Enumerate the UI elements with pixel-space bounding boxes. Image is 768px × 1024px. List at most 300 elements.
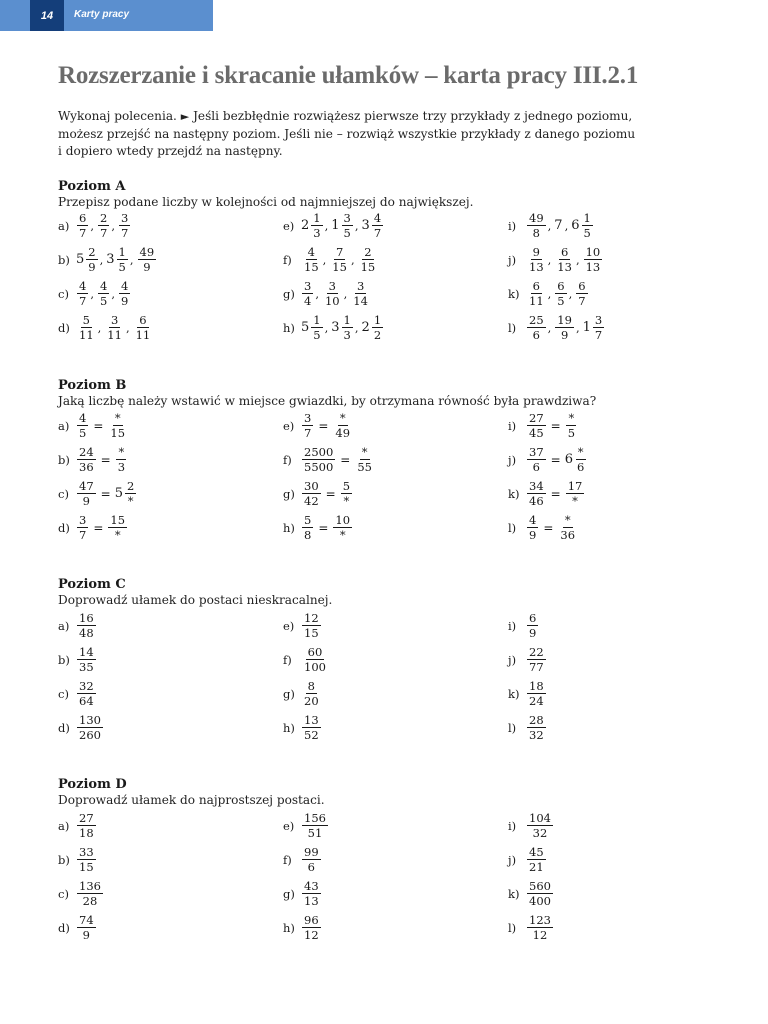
fraction xyxy=(302,246,321,273)
numerator: 13 xyxy=(304,713,319,727)
denominator: 36 xyxy=(79,460,94,474)
denominator: 11 xyxy=(107,328,122,342)
exercise-c-l xyxy=(508,714,547,741)
denominator: 260 xyxy=(79,728,101,742)
denominator: 9 xyxy=(88,260,96,274)
denominator: 21 xyxy=(529,860,544,874)
fraction xyxy=(116,446,127,473)
numerator: 5 xyxy=(304,513,312,527)
denominator: 2 xyxy=(373,328,382,342)
level-b-title: Poziom B xyxy=(58,378,127,393)
numerator: * xyxy=(361,445,368,459)
fraction xyxy=(77,714,103,741)
exercise-d-d xyxy=(58,914,97,941)
numerator: 24 xyxy=(79,445,94,459)
denominator: 5500 xyxy=(304,460,334,474)
comma: , xyxy=(324,218,329,233)
denominator: 14 xyxy=(353,294,368,308)
exercise-label: j) xyxy=(508,852,517,867)
denominator: 6 xyxy=(576,460,585,474)
fraction xyxy=(119,212,130,239)
exercise-c-c xyxy=(58,680,97,707)
numerator: 156 xyxy=(304,811,326,825)
comma: , xyxy=(322,252,327,267)
fraction xyxy=(77,280,88,307)
fraction xyxy=(372,314,383,341)
fraction xyxy=(582,212,593,239)
denominator: 6 xyxy=(307,860,315,874)
equals-sign: = xyxy=(93,520,104,535)
fraction xyxy=(311,314,322,341)
denominator: 15 xyxy=(304,260,319,274)
comma: , xyxy=(111,286,115,301)
exercise-label: e) xyxy=(283,418,295,433)
exercise-a-i xyxy=(508,212,594,239)
whole-number: 6 xyxy=(564,452,573,467)
denominator: 7 xyxy=(79,294,87,308)
exercise-d-i xyxy=(508,812,554,839)
exercise-label: g) xyxy=(283,486,295,501)
exercise-label: a) xyxy=(58,218,70,233)
exercise-label: l) xyxy=(508,520,517,535)
numerator: 1 xyxy=(373,313,382,327)
denominator: 32 xyxy=(532,826,548,840)
numerator: 4 xyxy=(79,279,87,293)
denominator: 42 xyxy=(304,494,319,508)
numerator: * xyxy=(568,411,575,425)
fraction xyxy=(566,480,585,507)
fraction xyxy=(302,646,328,673)
denominator: 6 xyxy=(532,460,540,474)
numerator: 1 xyxy=(313,211,321,225)
fraction xyxy=(77,314,96,341)
fraction xyxy=(359,246,378,273)
whole-number: 5 xyxy=(114,486,123,501)
denominator: 400 xyxy=(529,894,551,908)
exercise-d-b xyxy=(58,846,97,873)
denominator: 9 xyxy=(529,626,537,640)
whole-number: 7 xyxy=(554,218,563,233)
fraction xyxy=(77,846,96,873)
exercise-a-h xyxy=(283,314,384,341)
numerator: 3 xyxy=(343,211,351,225)
exercise-b-c xyxy=(58,480,137,507)
exercise-label: i) xyxy=(508,618,517,633)
numerator: 560 xyxy=(529,879,551,893)
level-d-instruction: Doprowadź ułamek do najprostszej postaci. xyxy=(58,793,325,807)
numerator: 4 xyxy=(79,411,87,425)
exercise-c-d xyxy=(58,714,104,741)
numerator: 2 xyxy=(126,479,135,493)
numerator: 3 xyxy=(328,279,336,293)
denominator: 15 xyxy=(110,426,126,440)
fraction xyxy=(77,646,96,673)
numerator: 16 xyxy=(79,611,94,625)
fraction xyxy=(302,812,328,839)
fraction xyxy=(576,280,587,307)
denominator: 7 xyxy=(373,226,382,240)
denominator: 35 xyxy=(79,660,94,674)
numerator: 19 xyxy=(557,313,572,327)
exercise-b-i xyxy=(508,412,578,439)
numerator: 130 xyxy=(79,713,101,727)
numerator: * xyxy=(339,411,346,425)
equals-sign: = xyxy=(318,418,329,433)
numerator: 2500 xyxy=(304,445,334,459)
denominator: 13 xyxy=(585,260,601,274)
fraction xyxy=(134,314,153,341)
fraction xyxy=(302,846,321,873)
denominator: * xyxy=(572,494,578,508)
fraction xyxy=(351,280,370,307)
numerator: 6 xyxy=(532,279,540,293)
exercise-label: k) xyxy=(508,686,520,701)
fraction xyxy=(98,212,109,239)
numerator: 1 xyxy=(313,313,321,327)
denominator: 13 xyxy=(529,260,544,274)
denominator: 8 xyxy=(304,528,312,542)
denominator: 9 xyxy=(120,294,129,308)
numerator: 49 xyxy=(139,245,155,259)
exercise-label: d) xyxy=(58,520,70,535)
numerator: 60 xyxy=(307,645,323,659)
exercise-b-l xyxy=(508,514,578,541)
exercise-label: g) xyxy=(283,686,295,701)
denominator: 36 xyxy=(560,528,576,542)
numerator: 3 xyxy=(304,411,312,425)
whole-number: 1 xyxy=(331,218,340,233)
comma: , xyxy=(99,252,104,267)
denominator: 3 xyxy=(313,226,321,240)
whole-number: 2 xyxy=(361,320,370,335)
numerator: 3 xyxy=(304,279,312,293)
exercise-label: b) xyxy=(58,252,70,267)
exercise-label: l) xyxy=(508,320,517,335)
exercise-c-a xyxy=(58,612,97,639)
exercise-label: f) xyxy=(283,652,292,667)
fraction xyxy=(527,314,546,341)
numerator: 22 xyxy=(529,645,544,659)
fraction xyxy=(527,612,538,639)
fraction xyxy=(77,412,88,439)
fraction xyxy=(355,446,374,473)
fraction xyxy=(302,612,321,639)
fraction xyxy=(117,246,128,273)
exercise-label: a) xyxy=(58,618,70,633)
comma: , xyxy=(354,218,359,233)
numerator: 104 xyxy=(529,811,551,825)
whole-number: 3 xyxy=(331,320,340,335)
exercise-b-g xyxy=(283,480,353,507)
denominator: 49 xyxy=(335,426,351,440)
fraction xyxy=(77,514,88,541)
denominator: 5 xyxy=(557,294,565,308)
denominator: 64 xyxy=(79,694,94,708)
exercise-label: c) xyxy=(58,286,69,301)
exercise-c-i xyxy=(508,612,539,639)
denominator: 7 xyxy=(79,528,87,542)
denominator: 11 xyxy=(79,328,94,342)
numerator: 3 xyxy=(120,211,129,225)
exercise-label: e) xyxy=(283,218,295,233)
fraction xyxy=(108,412,127,439)
exercise-d-e xyxy=(283,812,329,839)
comma: , xyxy=(547,286,552,301)
fraction xyxy=(527,212,546,239)
numerator: 7 xyxy=(335,245,344,259)
denominator: 15 xyxy=(79,860,94,874)
equals-sign: = xyxy=(550,418,561,433)
denominator: 3 xyxy=(117,460,126,474)
numerator: 9 xyxy=(532,245,540,259)
exercise-label: e) xyxy=(283,618,295,633)
exercise-c-b xyxy=(58,646,97,673)
arrow-icon: ► xyxy=(180,110,190,123)
denominator: * xyxy=(127,494,134,508)
denominator: 8 xyxy=(532,226,540,240)
denominator: 5 xyxy=(79,426,87,440)
exercise-c-f xyxy=(283,646,329,673)
numerator: 3 xyxy=(594,313,603,327)
numerator: 5 xyxy=(342,479,351,493)
equals-sign: = xyxy=(318,520,329,535)
numerator: 45 xyxy=(529,845,544,859)
numerator: 3 xyxy=(356,279,365,293)
fraction xyxy=(342,314,353,341)
exercise-label: i) xyxy=(508,218,517,233)
fraction xyxy=(527,812,553,839)
comma: , xyxy=(129,252,134,267)
whole-number: 6 xyxy=(571,218,580,233)
numerator: 1 xyxy=(118,245,126,259)
denominator: 32 xyxy=(529,728,544,742)
numerator: 37 xyxy=(529,445,544,459)
numerator: 2 xyxy=(88,245,96,259)
exercise-label: i) xyxy=(508,818,517,833)
exercise-label: c) xyxy=(58,886,69,901)
comma: , xyxy=(547,252,552,267)
header-tab xyxy=(0,0,213,31)
fraction xyxy=(311,212,322,239)
exercise-label: i) xyxy=(508,418,517,433)
numerator: 5 xyxy=(82,313,90,327)
exercise-label: g) xyxy=(283,886,295,901)
whole-number: 2 xyxy=(301,218,310,233)
numerator: 1 xyxy=(583,211,591,225)
equals-sign: = xyxy=(550,452,561,467)
denominator: * xyxy=(339,528,346,542)
numerator: 6 xyxy=(560,245,569,259)
fraction xyxy=(584,246,603,273)
denominator: 12 xyxy=(532,928,548,942)
intro-line1b: Jeśli bezbłędnie rozwiążesz pierwsze trzy przykłady z jednego poziomu, xyxy=(193,109,633,123)
comma: , xyxy=(324,320,329,335)
numerator: 8 xyxy=(307,679,315,693)
denominator: 18 xyxy=(79,826,94,840)
equals-sign: = xyxy=(325,486,336,501)
comma: , xyxy=(547,320,552,335)
denominator: 11 xyxy=(529,294,544,308)
numerator: 4 xyxy=(307,245,315,259)
fraction xyxy=(527,846,546,873)
numerator: 28 xyxy=(529,713,544,727)
fraction xyxy=(77,914,96,941)
numerator: 32 xyxy=(79,679,94,693)
fraction xyxy=(333,514,352,541)
denominator: 5 xyxy=(583,226,591,240)
level-c-title: Poziom C xyxy=(58,577,126,592)
denominator: 51 xyxy=(307,826,323,840)
whole-number: 5 xyxy=(301,320,310,335)
exercise-b-k xyxy=(508,480,585,507)
exercise-a-j xyxy=(508,246,603,273)
numerator: 99 xyxy=(304,845,319,859)
exercise-label: l) xyxy=(508,920,517,935)
numerator: 49 xyxy=(529,211,544,225)
denominator: 7 xyxy=(120,226,129,240)
exercise-label: h) xyxy=(283,920,295,935)
fraction xyxy=(302,714,321,741)
numerator: 6 xyxy=(578,279,586,293)
denominator: 7 xyxy=(79,226,87,240)
fraction xyxy=(302,680,321,707)
fraction xyxy=(119,280,130,307)
exercise-label: d) xyxy=(58,720,70,735)
numerator: 30 xyxy=(304,479,319,493)
exercise-label: h) xyxy=(283,520,295,535)
numerator: 123 xyxy=(529,913,551,927)
exercise-d-l xyxy=(508,914,554,941)
exercise-label: e) xyxy=(283,818,295,833)
numerator: 12 xyxy=(304,611,319,625)
exercise-c-h xyxy=(283,714,322,741)
level-a-instruction: Przepisz podane liczby w kolejności od najmniejszej do największej. xyxy=(58,195,474,209)
exercise-b-d xyxy=(58,514,128,541)
numerator: 4 xyxy=(529,513,537,527)
numerator: * xyxy=(118,445,125,459)
denominator: 7 xyxy=(99,226,108,240)
denominator: 52 xyxy=(304,728,319,742)
comma: , xyxy=(564,218,569,233)
exercise-label: b) xyxy=(58,852,70,867)
numerator: 2 xyxy=(364,245,372,259)
fraction xyxy=(558,514,577,541)
denominator: 11 xyxy=(135,328,151,342)
numerator: 136 xyxy=(79,879,101,893)
equals-sign: = xyxy=(550,486,561,501)
fraction xyxy=(77,480,96,507)
exercise-label: a) xyxy=(58,818,70,833)
fraction xyxy=(302,280,313,307)
denominator: 3 xyxy=(343,328,351,342)
exercise-d-j xyxy=(508,846,547,873)
denominator: 7 xyxy=(578,294,586,308)
denominator: 9 xyxy=(82,494,90,508)
numerator: 14 xyxy=(79,645,94,659)
exercise-b-h xyxy=(283,514,353,541)
fraction xyxy=(527,514,538,541)
fraction xyxy=(302,914,321,941)
exercise-label: j) xyxy=(508,252,517,267)
whole-number: 5 xyxy=(76,252,85,267)
comma: , xyxy=(343,286,348,301)
numerator: 6 xyxy=(529,611,537,625)
fraction xyxy=(555,280,566,307)
fraction xyxy=(527,914,553,941)
fraction xyxy=(527,646,546,673)
fraction xyxy=(372,212,383,239)
numerator: 96 xyxy=(304,913,319,927)
fraction xyxy=(527,680,546,707)
denominator: 9 xyxy=(529,528,537,542)
denominator: 5 xyxy=(567,426,576,440)
denominator: 5 xyxy=(118,260,126,274)
denominator: 28 xyxy=(82,894,98,908)
exercise-d-c xyxy=(58,880,104,907)
comma: , xyxy=(350,252,355,267)
numerator: 1 xyxy=(343,313,351,327)
fraction xyxy=(77,446,96,473)
equals-sign: = xyxy=(100,452,111,467)
denominator: 6 xyxy=(532,328,540,342)
fraction xyxy=(302,880,321,907)
numerator: 6 xyxy=(79,211,87,225)
numerator: * xyxy=(114,411,121,425)
exercise-a-g xyxy=(283,280,371,307)
intro-text xyxy=(58,108,682,161)
fraction xyxy=(527,280,546,307)
numerator: 3 xyxy=(110,313,119,327)
numerator: * xyxy=(577,445,584,459)
exercise-d-f xyxy=(283,846,322,873)
exercise-label: k) xyxy=(508,886,520,901)
exercise-d-k xyxy=(508,880,554,907)
numerator: 33 xyxy=(79,845,94,859)
comma: , xyxy=(575,252,580,267)
comma: , xyxy=(90,286,94,301)
fraction xyxy=(566,412,577,439)
comma: , xyxy=(575,320,580,335)
denominator: 15 xyxy=(360,260,376,274)
comma: , xyxy=(90,218,94,233)
comma: , xyxy=(354,320,359,335)
exercise-label: d) xyxy=(58,320,70,335)
exercise-label: h) xyxy=(283,720,295,735)
numerator: * xyxy=(564,513,571,527)
denominator: 10 xyxy=(324,294,340,308)
exercise-label: d) xyxy=(58,920,70,935)
denominator: 7 xyxy=(594,328,603,342)
fraction xyxy=(527,246,546,273)
equals-sign: = xyxy=(100,486,111,501)
exercise-b-f xyxy=(283,446,375,473)
fraction xyxy=(527,714,546,741)
denominator: 55 xyxy=(357,460,372,474)
exercise-label: b) xyxy=(58,452,70,467)
exercise-b-e xyxy=(283,412,353,439)
numerator: 74 xyxy=(79,913,94,927)
numerator: 4 xyxy=(99,279,108,293)
numerator: 6 xyxy=(139,313,147,327)
denominator: 7 xyxy=(304,426,312,440)
level-b-instruction: Jaką liczbę należy wstawić w miejsce gwiazdki, by otrzymana równość była prawdziwa? xyxy=(58,394,597,408)
denominator: 12 xyxy=(304,928,319,942)
denominator: 15 xyxy=(304,626,319,640)
equals-sign: = xyxy=(340,452,351,467)
denominator: 9 xyxy=(560,328,569,342)
denominator: 24 xyxy=(529,694,544,708)
level-a-title: Poziom A xyxy=(58,179,126,194)
